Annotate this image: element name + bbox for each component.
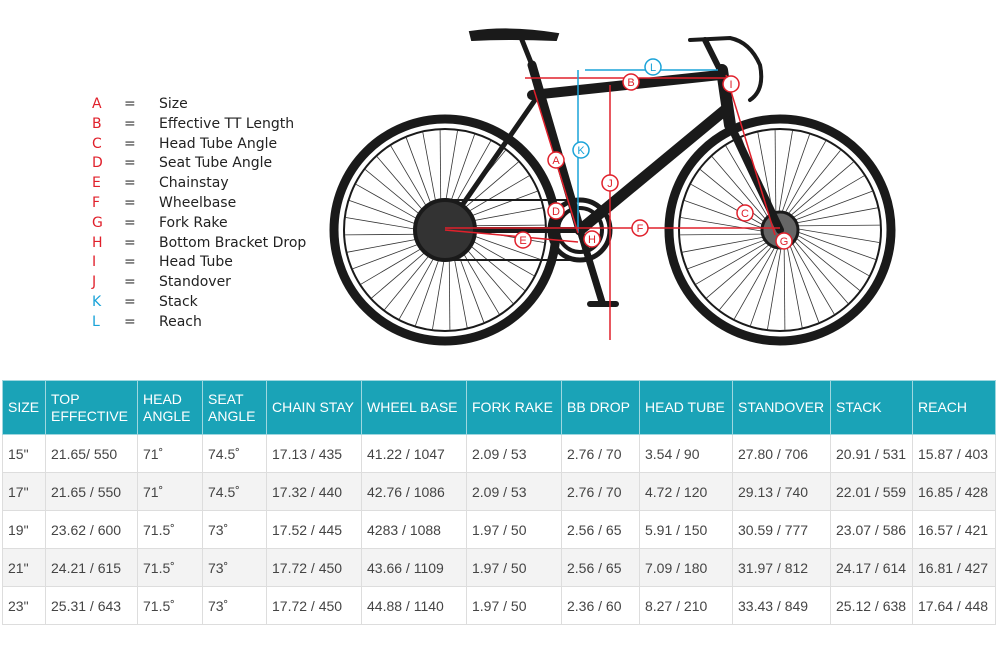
table-cell: 16.81 / 427 [913, 549, 996, 587]
spoke [791, 234, 859, 290]
table-cell: 17.72 / 450 [267, 549, 362, 587]
table-cell: 23.62 / 600 [46, 511, 138, 549]
marker-A [548, 152, 564, 168]
table-cell: 8.27 / 210 [640, 587, 733, 625]
table-row [3, 549, 996, 587]
legend-letter: L [92, 313, 100, 330]
svg-text:F: F [636, 223, 644, 235]
table-cell: 1.97 / 50 [467, 587, 562, 625]
table-row [3, 435, 996, 473]
marker-K [573, 142, 589, 158]
spoke [786, 240, 802, 327]
table-cell: 24.17 / 614 [831, 549, 913, 587]
bike-geometry-diagram [320, 20, 990, 350]
column-header-text: EFFECTIVE [51, 407, 129, 424]
table-cell: 2.76 / 70 [562, 435, 640, 473]
geometry-table [2, 380, 996, 625]
spoke [680, 234, 769, 235]
spoke [790, 208, 877, 224]
legend-letter: F [92, 194, 101, 211]
table-cell: 22.01 / 559 [831, 473, 913, 511]
legend-label: Reach [159, 313, 202, 330]
column-header [267, 381, 362, 435]
legend-letter: C [92, 135, 102, 152]
table-cell: 1.97 / 50 [467, 549, 562, 587]
legend-letter: K [92, 293, 102, 310]
legend-equals: = [124, 155, 136, 172]
legend-label: Wheelbase [159, 194, 237, 211]
marker-D [548, 203, 564, 219]
table-cell: 71.5˚ [138, 511, 203, 549]
legend-letter: G [92, 214, 103, 231]
column-header-text: HEAD TUBE [645, 399, 725, 415]
table-cell: 5.91 / 150 [640, 511, 733, 549]
column-header [467, 381, 562, 435]
legend-label: Size [159, 96, 188, 112]
table-cell: 29.13 / 740 [733, 473, 831, 511]
legend-equals: = [124, 175, 136, 192]
table-cell: 74.5˚ [203, 435, 267, 473]
table-cell: 73˚ [203, 511, 267, 549]
table-cell: 3.54 / 90 [640, 435, 733, 473]
table-cell: 17.52 / 445 [267, 511, 362, 549]
spoke [720, 241, 776, 309]
table-cell: 2.36 / 60 [562, 587, 640, 625]
column-header [831, 381, 913, 435]
legend-equals: = [124, 135, 136, 152]
spoke [791, 225, 880, 226]
legend-label: Fork Rake [159, 214, 228, 231]
marker-B [623, 74, 639, 90]
table-cell: 73˚ [203, 549, 267, 587]
table-cell: 71˚ [138, 435, 203, 473]
table-cell: 31.97 / 812 [733, 549, 831, 587]
table-cell: 74.5˚ [203, 473, 267, 511]
column-header-text: REACH [918, 399, 968, 415]
legend-label: Head Tube [159, 254, 233, 271]
legend-letter: B [92, 115, 102, 132]
column-header [640, 381, 733, 435]
legend-letter: E [92, 175, 101, 192]
table-cell: 25.12 / 638 [831, 587, 913, 625]
column-header [362, 381, 467, 435]
svg-text:D: D [552, 206, 560, 218]
legend-letter: A [92, 96, 102, 112]
marker-E [515, 232, 531, 248]
spoke [792, 228, 879, 243]
spoke [778, 131, 793, 218]
table-cell: 2.09 / 53 [467, 435, 562, 473]
table-cell: 17.32 / 440 [267, 473, 362, 511]
spoke [682, 236, 769, 252]
svg-text:K: K [577, 145, 585, 157]
table-cell: 16.57 / 421 [913, 511, 996, 549]
column-header-text: ANGLE [143, 407, 191, 424]
table-cell: 71˚ [138, 473, 203, 511]
table-cell: 33.43 / 849 [733, 587, 831, 625]
legend-equals: = [124, 234, 136, 251]
table-cell: 23.07 / 586 [831, 511, 913, 549]
column-header-text: CHAIN STAY [272, 399, 354, 415]
table-row [3, 511, 996, 549]
legend-letter: H [92, 234, 103, 251]
table-cell: 15" [3, 435, 46, 473]
legend-equals: = [124, 115, 136, 132]
svg-text:H: H [588, 234, 596, 246]
column-header [562, 381, 640, 435]
legend-equals: = [124, 214, 136, 231]
table-cell: 42.76 / 1086 [362, 473, 467, 511]
table-cell: 30.59 / 777 [733, 511, 831, 549]
legend-letter: J [92, 274, 97, 291]
marker-L [645, 59, 661, 75]
table-cell: 43.66 / 1109 [362, 549, 467, 587]
marker-G [776, 233, 792, 249]
marker-I [723, 76, 739, 92]
legend-equals: = [124, 274, 136, 291]
table-cell: 27.80 / 706 [733, 435, 831, 473]
legend-label: Chainstay [159, 175, 229, 192]
legend-equals: = [124, 194, 136, 211]
table-cell: 4283 / 1088 [362, 511, 467, 549]
legend-letter: I [92, 254, 97, 271]
table-cell: 19" [3, 511, 46, 549]
legend-equals: = [124, 313, 136, 330]
svg-text:E: E [519, 235, 527, 247]
marker-F [632, 220, 648, 236]
table-cell: 17.72 / 450 [267, 587, 362, 625]
table-cell: 2.56 / 65 [562, 511, 640, 549]
table-cell: 25.31 / 643 [46, 587, 138, 625]
table-cell: 71.5˚ [138, 587, 203, 625]
svg-text:I: I [729, 79, 733, 91]
legend-label: Stack [159, 293, 198, 310]
marker-C [737, 205, 753, 221]
column-header-text: BB DROP [567, 399, 631, 415]
table-cell: 17" [3, 473, 46, 511]
table-cell: 71.5˚ [138, 549, 203, 587]
table-cell: 24.21 / 615 [46, 549, 138, 587]
table-cell: 41.22 / 1047 [362, 435, 467, 473]
table-cell: 15.87 / 403 [913, 435, 996, 473]
table-cell: 23" [3, 587, 46, 625]
spoke [767, 242, 782, 329]
svg-text:G: G [779, 236, 789, 248]
column-header [3, 381, 46, 435]
spoke [775, 130, 776, 219]
table-cell: 44.88 / 1140 [362, 587, 467, 625]
legend-label: Seat Tube Angle [159, 155, 273, 172]
column-header [46, 381, 138, 435]
column-header-text: SIZE [8, 399, 40, 415]
table-row [3, 473, 996, 511]
legend-label: Bottom Bracket Drop [159, 234, 307, 251]
legend-label: Standover [159, 274, 231, 291]
spoke [681, 217, 768, 232]
column-header-text: WHEEL BASE [367, 399, 458, 415]
column-header-text: SEAT [208, 390, 244, 407]
column-header [138, 381, 203, 435]
table-cell: 21.65/ 550 [46, 435, 138, 473]
table-cell: 2.09 / 53 [467, 473, 562, 511]
table-cell: 16.85 / 428 [913, 473, 996, 511]
marker-H [584, 231, 600, 247]
table-cell: 2.76 / 70 [562, 473, 640, 511]
legend-label: Effective TT Length [159, 115, 295, 132]
column-header-text: STACK [836, 399, 882, 415]
table-cell: 20.91 / 531 [831, 435, 913, 473]
svg-text:A: A [552, 155, 560, 167]
column-header-text: STANDOVER [738, 399, 825, 415]
column-header [733, 381, 831, 435]
column-header-text: HEAD [143, 390, 182, 407]
table-cell: 4.72 / 120 [640, 473, 733, 511]
column-header-text: TOP [51, 390, 80, 407]
column-header-text: ANGLE [208, 407, 256, 424]
column-header [203, 381, 267, 435]
table-cell: 21" [3, 549, 46, 587]
table-row [3, 587, 996, 625]
marker-J [602, 175, 618, 191]
legend-letter: D [92, 155, 103, 172]
column-header [913, 381, 996, 435]
spoke [784, 150, 840, 218]
table-cell: 21.65 / 550 [46, 473, 138, 511]
svg-text:C: C [741, 208, 749, 220]
table-cell: 17.64 / 448 [913, 587, 996, 625]
spoke [784, 241, 785, 330]
table-cell: 73˚ [203, 587, 267, 625]
svg-text:J: J [607, 178, 613, 190]
table-header-row [3, 381, 996, 435]
column-header-text: FORK RAKE [472, 399, 553, 415]
svg-text:B: B [627, 77, 635, 89]
table-cell: 1.97 / 50 [467, 511, 562, 549]
table-cell: 17.13 / 435 [267, 435, 362, 473]
legend-label: Head Tube Angle [159, 135, 278, 152]
legend-equals: = [124, 293, 136, 310]
table-cell: 7.09 / 180 [640, 549, 733, 587]
svg-text:L: L [649, 62, 657, 74]
legend-equals: = [124, 254, 136, 271]
table-cell: 2.56 / 65 [562, 549, 640, 587]
legend-equals: = [124, 96, 136, 112]
